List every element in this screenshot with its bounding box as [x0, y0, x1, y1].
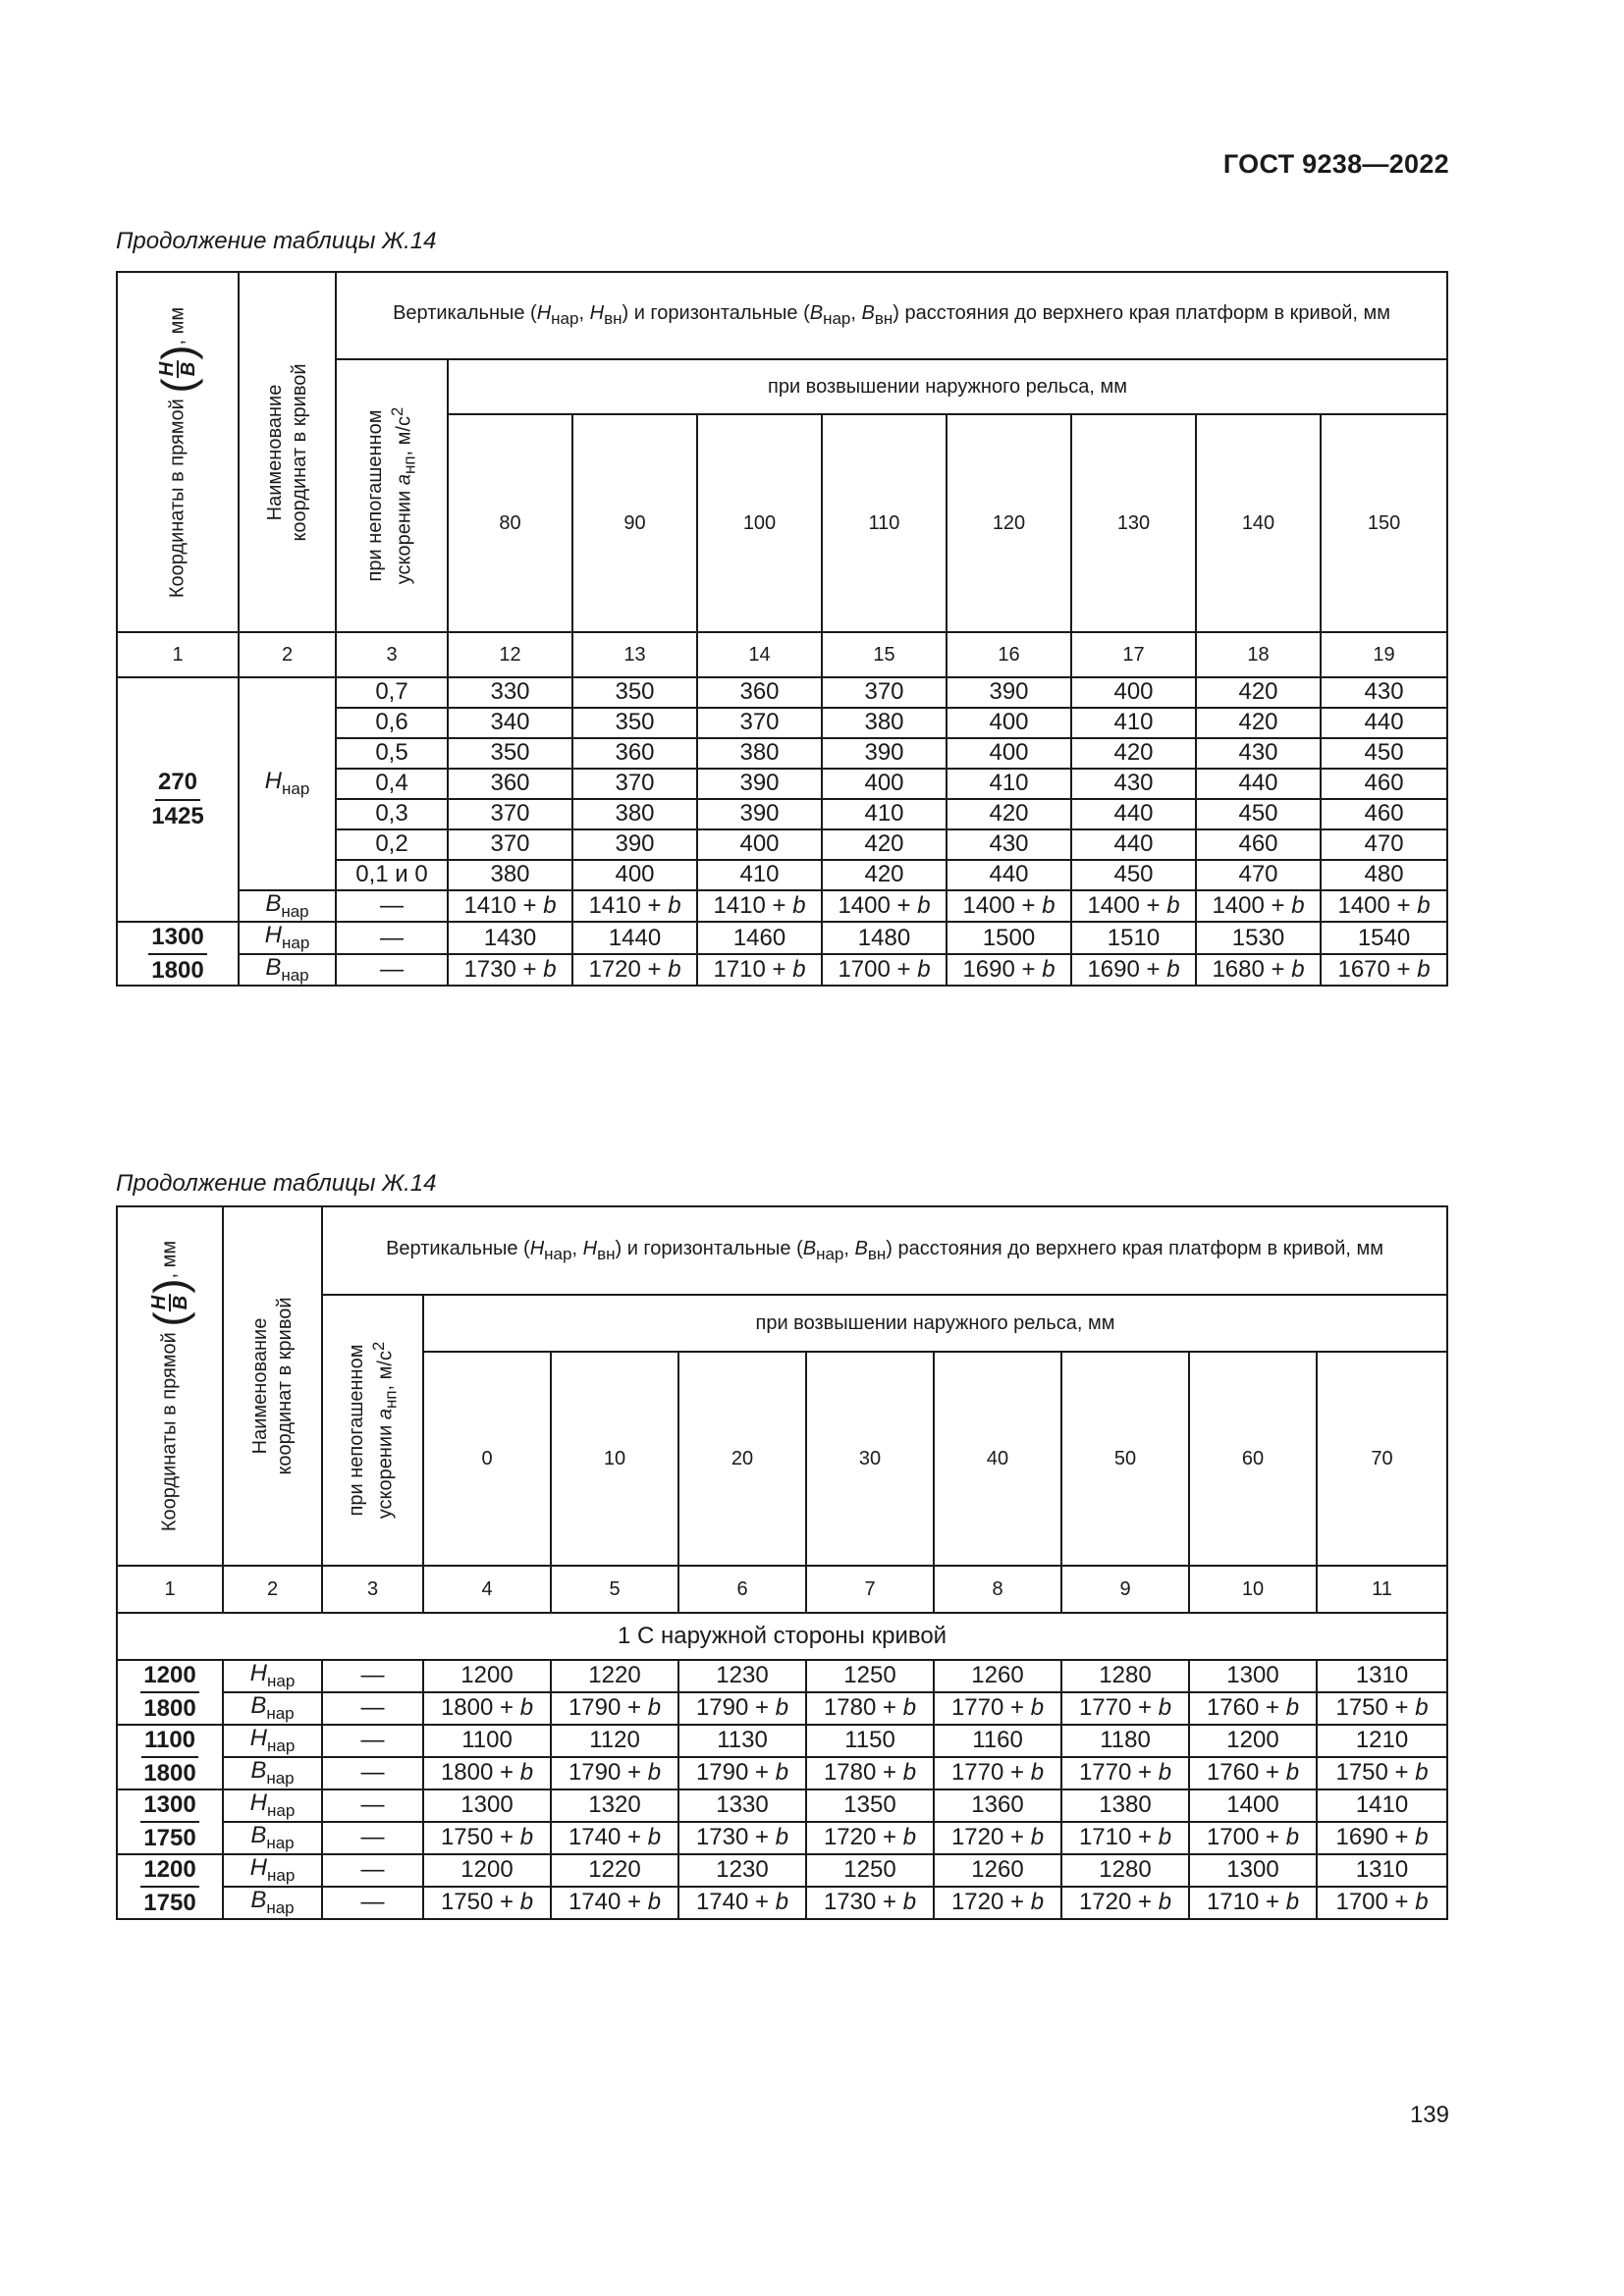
- value-cell: 420: [822, 829, 947, 860]
- value-cell: 1790 + b: [551, 1757, 678, 1789]
- value-cell: 420: [822, 860, 947, 890]
- table-row: [117, 954, 1447, 986]
- value-cell: 1770 + b: [934, 1692, 1061, 1725]
- elevation-value: 80: [448, 414, 572, 632]
- value-cell: 1790 + b: [678, 1757, 806, 1789]
- accel-value: 0,2: [336, 829, 448, 860]
- value-cell: 1260: [934, 1854, 1061, 1887]
- elevation-value: 100: [697, 414, 822, 632]
- value-cell: 1770 + b: [1061, 1757, 1189, 1789]
- value-cell: 1710 + b: [1061, 1822, 1189, 1854]
- coord-value: $\frac{1100}{1800}$: [117, 1725, 223, 1789]
- value-cell: 1210: [1317, 1725, 1447, 1757]
- coord-symbol: $B_{нар}$: [239, 954, 336, 986]
- value-cell: 1750 + b: [423, 1887, 551, 1919]
- coord-symbol: $B_{нар}$: [223, 1692, 322, 1725]
- accel-value: —: [336, 922, 448, 953]
- value-cell: 350: [448, 738, 572, 769]
- value-cell: 470: [1321, 829, 1447, 860]
- value-cell: 1400 + b: [822, 890, 947, 922]
- value-cell: 1720 + b: [572, 954, 697, 986]
- value-cell: 380: [697, 738, 822, 769]
- accel-value: —: [322, 1692, 423, 1725]
- value-cell: 1710 + b: [697, 954, 822, 986]
- coord-frac-num: H: [156, 361, 178, 376]
- accel-value: —: [322, 1822, 423, 1854]
- value-cell: 430: [1196, 738, 1321, 769]
- value-cell: 400: [822, 769, 947, 799]
- coord-value: $\frac{1200}{1800}$: [117, 1660, 223, 1725]
- value-cell: 1400 + b: [1321, 890, 1447, 922]
- coord-frac-den: B: [170, 1295, 191, 1310]
- value-cell: 1410 + b: [697, 890, 822, 922]
- value-cell: 1540: [1321, 922, 1447, 953]
- value-cell: 1360: [934, 1789, 1061, 1822]
- value-cell: 360: [572, 738, 697, 769]
- value-cell: 1310: [1317, 1854, 1447, 1887]
- coord-unit: , мм: [158, 1240, 181, 1279]
- value-cell: 420: [1196, 677, 1321, 708]
- table-row: [117, 1692, 1447, 1725]
- coord-symbol: $H_{нар}$: [239, 677, 336, 890]
- coord-label: Координаты в прямой: [158, 1332, 181, 1532]
- document-standard-header: ГОСТ 9238—2022: [1222, 149, 1449, 179]
- value-cell: 390: [822, 738, 947, 769]
- value-cell: 440: [1321, 708, 1447, 738]
- value-cell: 1690 + b: [947, 954, 1071, 986]
- value-cell: 1720 + b: [806, 1822, 934, 1854]
- value-cell: 1780 + b: [806, 1757, 934, 1789]
- table-row: [117, 677, 1447, 708]
- value-cell: 420: [1071, 738, 1196, 769]
- coord-symbol: $H_{нар}$: [223, 1789, 322, 1822]
- value-cell: 410: [697, 860, 822, 890]
- table2-main-header: Вертикальные ($H_{нар}$, $H_{вн}$) и горизонтальные ($B_{нар}$, $B_{вн}$) расстояния до верхнего края платформ в кривой, мм: [322, 1206, 1447, 1295]
- value-cell: 390: [697, 769, 822, 799]
- value-cell: 1100: [423, 1725, 551, 1757]
- value-cell: 1430: [448, 922, 572, 953]
- value-cell: 1690 + b: [1071, 954, 1196, 986]
- value-cell: 1300: [1189, 1854, 1317, 1887]
- value-cell: 1730 + b: [448, 954, 572, 986]
- value-cell: 460: [1321, 799, 1447, 829]
- value-cell: 410: [822, 799, 947, 829]
- accel-value: 0,4: [336, 769, 448, 799]
- table-row: [117, 1789, 1447, 1822]
- value-cell: 1700 + b: [822, 954, 947, 986]
- value-cell: 1750 + b: [1317, 1692, 1447, 1725]
- value-cell: 1150: [806, 1725, 934, 1757]
- value-cell: 370: [697, 708, 822, 738]
- value-cell: 1440: [572, 922, 697, 953]
- value-cell: 400: [947, 708, 1071, 738]
- coord-symbol: $B_{нар}$: [223, 1822, 322, 1854]
- value-cell: 1300: [1189, 1660, 1317, 1692]
- elevation-value: 140: [1196, 414, 1321, 632]
- value-cell: 1800 + b: [423, 1757, 551, 1789]
- value-cell: 370: [822, 677, 947, 708]
- coord-fraction: ( H B ): [144, 1278, 195, 1327]
- value-cell: 1230: [678, 1854, 806, 1887]
- value-cell: 1200: [423, 1660, 551, 1692]
- value-cell: 1260: [934, 1660, 1061, 1692]
- value-cell: 1400 + b: [1196, 890, 1321, 922]
- value-cell: 1400: [1189, 1789, 1317, 1822]
- coord-symbol: $B_{нар}$: [223, 1757, 322, 1789]
- coord-symbol: $H_{нар}$: [223, 1725, 322, 1757]
- value-cell: 1730 + b: [678, 1822, 806, 1854]
- value-cell: 350: [572, 677, 697, 708]
- table1-coord-header: [117, 272, 239, 632]
- value-cell: 1740 + b: [551, 1822, 678, 1854]
- value-cell: 1670 + b: [1321, 954, 1447, 986]
- value-cell: 1800 + b: [423, 1692, 551, 1725]
- coord-unit: , мм: [166, 306, 189, 345]
- value-cell: 390: [572, 829, 697, 860]
- value-cell: 450: [1071, 860, 1196, 890]
- value-cell: 410: [947, 769, 1071, 799]
- table1-column-numbers: 1 2 3 12 13 14 15 16 17 18 19: [117, 632, 1447, 677]
- value-cell: 1510: [1071, 922, 1196, 953]
- table-row: [117, 890, 1447, 922]
- coord-symbol: $B_{нар}$: [239, 890, 336, 922]
- elevation-value: 60: [1189, 1352, 1317, 1566]
- value-cell: 1200: [423, 1854, 551, 1887]
- value-cell: 1700 + b: [1317, 1887, 1447, 1919]
- table2-name-header: [223, 1206, 322, 1566]
- table-row: [117, 1757, 1447, 1789]
- value-cell: 1400 + b: [1071, 890, 1196, 922]
- value-cell: 1320: [551, 1789, 678, 1822]
- value-cell: 360: [697, 677, 822, 708]
- elevation-value: 0: [423, 1352, 551, 1566]
- table2-caption: Продолжение таблицы Ж.14: [116, 1170, 437, 1197]
- elevation-value: 50: [1061, 1352, 1189, 1566]
- value-cell: 410: [1071, 708, 1196, 738]
- value-cell: 440: [947, 860, 1071, 890]
- coord-frac-den: B: [178, 361, 199, 376]
- value-cell: 1740 + b: [678, 1887, 806, 1919]
- value-cell: 400: [1071, 677, 1196, 708]
- accel-value: —: [322, 1660, 423, 1692]
- accel-value: —: [336, 890, 448, 922]
- coord-symbol: $H_{нар}$: [239, 922, 336, 953]
- accel-value: —: [322, 1887, 423, 1919]
- value-cell: 1730 + b: [806, 1887, 934, 1919]
- value-cell: 400: [947, 738, 1071, 769]
- value-cell: 440: [1071, 829, 1196, 860]
- value-cell: 1720 + b: [1061, 1887, 1189, 1919]
- elevation-value: 90: [572, 414, 697, 632]
- table1-elevation-header: при возвышении наружного рельса, мм: [448, 359, 1447, 414]
- value-cell: 1770 + b: [934, 1757, 1061, 1789]
- value-cell: 1280: [1061, 1660, 1189, 1692]
- accel-value: —: [322, 1725, 423, 1757]
- value-cell: 1310: [1317, 1660, 1447, 1692]
- elevation-value: 150: [1321, 414, 1447, 632]
- table1-main-header: Вертикальные ($H_{нар}$, $H_{вн}$) и горизонтальные ($B_{нар}$, $B_{вн}$) расстояния до верхнего края платформ в кривой, мм: [336, 272, 1447, 359]
- value-cell: 400: [572, 860, 697, 890]
- value-cell: 1120: [551, 1725, 678, 1757]
- elevation-value: 130: [1071, 414, 1196, 632]
- coord-value: $\frac{270}{1425}$: [117, 677, 239, 922]
- table2-section-title: 1 С наружной стороны кривой: [117, 1613, 1447, 1660]
- elevation-value: 40: [934, 1352, 1061, 1566]
- table-row: [117, 1887, 1447, 1919]
- value-cell: 390: [947, 677, 1071, 708]
- table-row: [117, 1822, 1447, 1854]
- elevation-value: 120: [947, 414, 1071, 632]
- value-cell: 430: [1071, 769, 1196, 799]
- value-cell: 370: [572, 769, 697, 799]
- accel-value: —: [322, 1854, 423, 1887]
- elevation-value: 70: [1317, 1352, 1447, 1566]
- accel-value: 0,6: [336, 708, 448, 738]
- value-cell: 1500: [947, 922, 1071, 953]
- value-cell: 1220: [551, 1660, 678, 1692]
- table2-body: [117, 1660, 1447, 1919]
- table2-column-numbers: 1 2 3 4 5 6 7 8 9 10 11: [117, 1566, 1447, 1613]
- table2-elevation-header: при возвышении наружного рельса, мм: [423, 1295, 1447, 1352]
- coord-fraction: ( H B ): [152, 344, 203, 394]
- value-cell: 1710 + b: [1189, 1887, 1317, 1919]
- value-cell: 420: [947, 799, 1071, 829]
- value-cell: 1750 + b: [423, 1822, 551, 1854]
- accel-value: 0,1 и 0: [336, 860, 448, 890]
- page-number: 139: [1409, 2102, 1449, 2128]
- value-cell: 1380: [1061, 1789, 1189, 1822]
- elevation-value: 20: [678, 1352, 806, 1566]
- value-cell: 1410: [1317, 1789, 1447, 1822]
- table-row: [117, 1660, 1447, 1692]
- value-cell: 390: [697, 799, 822, 829]
- coord-symbol: $B_{нар}$: [223, 1887, 322, 1919]
- value-cell: 1680 + b: [1196, 954, 1321, 986]
- table-row: [117, 922, 1447, 953]
- elevation-value: 10: [551, 1352, 678, 1566]
- accel-value: 0,7: [336, 677, 448, 708]
- value-cell: 1400 + b: [947, 890, 1071, 922]
- value-cell: 1220: [551, 1854, 678, 1887]
- coord-symbol: $H_{нар}$: [223, 1660, 322, 1692]
- value-cell: 460: [1321, 769, 1447, 799]
- value-cell: 1720 + b: [934, 1822, 1061, 1854]
- name-label: Наименование координат в кривой: [248, 1297, 296, 1475]
- value-cell: 1230: [678, 1660, 806, 1692]
- value-cell: 1750 + b: [1317, 1757, 1447, 1789]
- value-cell: 370: [448, 799, 572, 829]
- accel-value: 0,5: [336, 738, 448, 769]
- value-cell: 1770 + b: [1061, 1692, 1189, 1725]
- value-cell: 430: [1321, 677, 1447, 708]
- value-cell: 1200: [1189, 1725, 1317, 1757]
- accel-value: —: [322, 1789, 423, 1822]
- table-row: [117, 1725, 1447, 1757]
- value-cell: 460: [1196, 829, 1321, 860]
- value-cell: 1480: [822, 922, 947, 953]
- coord-value: $\frac{1200}{1750}$: [117, 1854, 223, 1919]
- value-cell: 380: [572, 799, 697, 829]
- value-cell: 420: [1196, 708, 1321, 738]
- table-row: [117, 1854, 1447, 1887]
- value-cell: 400: [697, 829, 822, 860]
- accel-value: —: [322, 1757, 423, 1789]
- value-cell: 480: [1321, 860, 1447, 890]
- value-cell: 440: [1196, 769, 1321, 799]
- value-cell: 360: [448, 769, 572, 799]
- elevation-value: 110: [822, 414, 947, 632]
- table2-accel-header: при непогашенном ускорении $a_{нп}$, $м/с^2$: [322, 1295, 423, 1566]
- coord-label: Координаты в прямой: [166, 398, 189, 598]
- table1-accel-header: при непогашенном ускорении $a_{нп}$, $м/с^2$: [336, 359, 448, 632]
- table1-name-header: [239, 272, 336, 632]
- value-cell: 1790 + b: [551, 1692, 678, 1725]
- value-cell: 380: [822, 708, 947, 738]
- value-cell: 1280: [1061, 1854, 1189, 1887]
- value-cell: 1760 + b: [1189, 1757, 1317, 1789]
- accel-value: —: [336, 954, 448, 986]
- value-cell: 1780 + b: [806, 1692, 934, 1725]
- value-cell: 1740 + b: [551, 1887, 678, 1919]
- value-cell: 430: [947, 829, 1071, 860]
- value-cell: 450: [1321, 738, 1447, 769]
- value-cell: 1330: [678, 1789, 806, 1822]
- accel-value: 0,3: [336, 799, 448, 829]
- elevation-value: 30: [806, 1352, 934, 1566]
- value-cell: 330: [448, 677, 572, 708]
- value-cell: 1530: [1196, 922, 1321, 953]
- coord-value: $\frac{1300}{1750}$: [117, 1789, 223, 1854]
- value-cell: 1700 + b: [1189, 1822, 1317, 1854]
- value-cell: 1760 + b: [1189, 1692, 1317, 1725]
- value-cell: 1130: [678, 1725, 806, 1757]
- value-cell: 1160: [934, 1725, 1061, 1757]
- value-cell: 380: [448, 860, 572, 890]
- value-cell: 450: [1196, 799, 1321, 829]
- value-cell: 1250: [806, 1660, 934, 1692]
- value-cell: 1300: [423, 1789, 551, 1822]
- value-cell: 1250: [806, 1854, 934, 1887]
- value-cell: 1350: [806, 1789, 934, 1822]
- value-cell: 1180: [1061, 1725, 1189, 1757]
- value-cell: 1410 + b: [572, 890, 697, 922]
- coord-frac-num: H: [148, 1295, 170, 1310]
- value-cell: 1460: [697, 922, 822, 953]
- table2-coord-header: [117, 1206, 223, 1566]
- value-cell: 440: [1071, 799, 1196, 829]
- table1-caption: Продолжение таблицы Ж.14: [116, 228, 437, 254]
- value-cell: 1690 + b: [1317, 1822, 1447, 1854]
- value-cell: 470: [1196, 860, 1321, 890]
- table2: [116, 1205, 1448, 1920]
- value-cell: 1410 + b: [448, 890, 572, 922]
- table1-body: [117, 677, 1447, 986]
- value-cell: 350: [572, 708, 697, 738]
- value-cell: 340: [448, 708, 572, 738]
- coord-value: $\frac{1300}{1800}$: [117, 922, 239, 986]
- value-cell: 370: [448, 829, 572, 860]
- value-cell: 1720 + b: [934, 1887, 1061, 1919]
- value-cell: 1790 + b: [678, 1692, 806, 1725]
- coord-symbol: $H_{нар}$: [223, 1854, 322, 1887]
- name-label: Наименование координат в кривой: [263, 362, 310, 542]
- table1: [116, 271, 1448, 987]
